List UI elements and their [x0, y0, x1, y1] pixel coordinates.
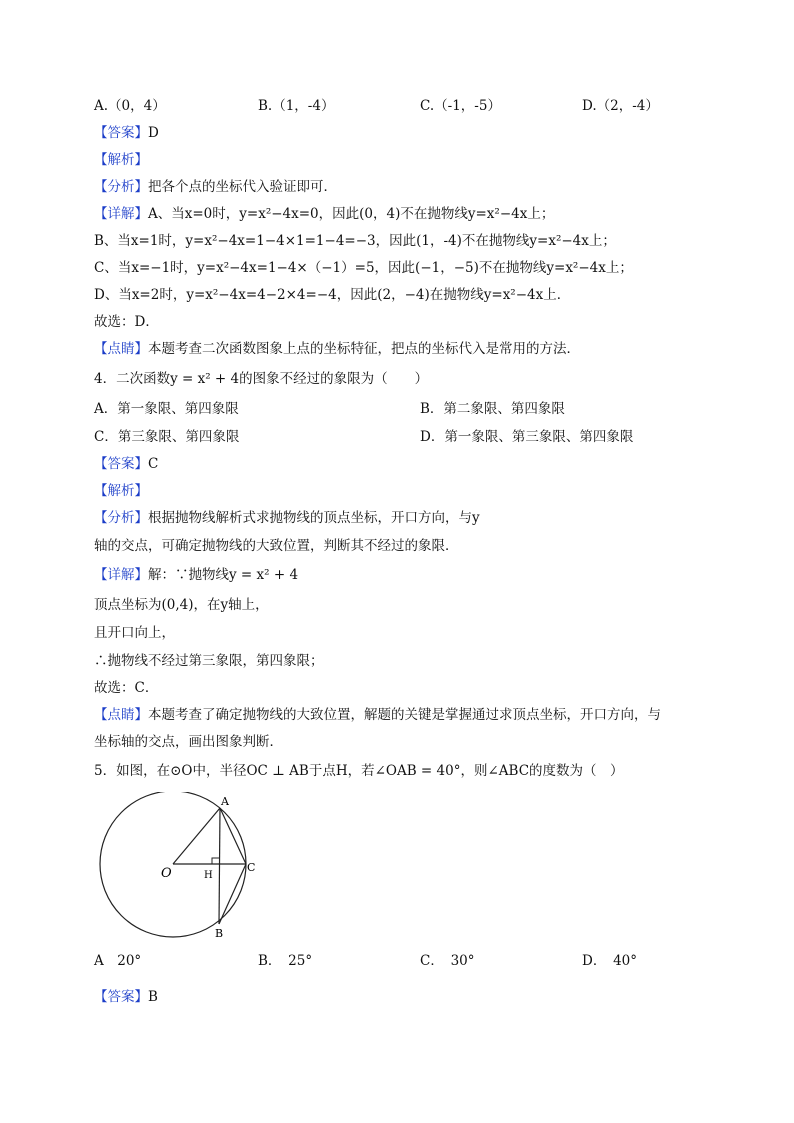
q4-dianjing-line-2: 坐标轴的交点，画出图象判断． [94, 734, 283, 750]
right-angle-mark [212, 858, 220, 864]
label-c: C [247, 861, 256, 874]
q3-option-b: B.（1，-4） [258, 98, 335, 114]
segment-bc [219, 864, 246, 924]
q4-answer-line: 【答案】C [94, 456, 159, 472]
q3-option-c: C.（-1，-5） [420, 98, 501, 114]
q4-fenxi-line-2: 轴的交点，可确定抛物线的大致位置，判断其不经过的象限． [94, 538, 459, 554]
q3-detail-c: C、当x=−1时，y=x²−4x=1−4×（−1）=5，因此(−1，−5)不在抛物线y=x²−4x上； [94, 260, 633, 276]
q3-fenxi-line: 【分析】把各个点的坐标代入验证即可． [94, 179, 337, 195]
q4-detail-4: ∴抛物线不经过第三象限，第四象限； [94, 653, 324, 669]
q3-analysis-heading: 【解析】 [94, 152, 148, 168]
q4-option-b: B．第二象限、第四象限 [420, 401, 565, 417]
segment-ac [220, 808, 246, 864]
q3-option-d: D.（2，-4） [582, 98, 659, 114]
q4-analysis-heading: 【解析】 [94, 483, 148, 499]
q5-stem: 5．如图，在⊙O中，半径OC ⊥ AB于点H，若∠OAB = 40°，则∠ABC的度数为（ ） [94, 763, 624, 779]
q3-choose: 故选：D． [94, 314, 159, 330]
q3-dianjing-line: 【点睛】本题考查二次函数图象上点的坐标特征，把点的坐标代入是常用的方法． [94, 341, 580, 357]
q4-choose: 故选：C． [94, 680, 159, 696]
q4-option-c: C．第三象限、第四象限 [94, 429, 240, 445]
circle-diagram [94, 792, 274, 942]
q4-answer: C [148, 456, 159, 472]
q3-detail-a: 【详解】A、当x=0时，y=x²−4x=0，因此(0，4)不在抛物线y=x²−4x上； [94, 206, 555, 222]
label-a: A [221, 795, 229, 808]
q4-fenxi-line-1: 【分析】根据抛物线解析式求抛物线的顶点坐标，开口方向，与y [94, 510, 480, 526]
segment-oa [173, 808, 220, 864]
q4-detail-3: 且开口向上， [94, 625, 175, 641]
q3-answer-line [94, 124, 159, 142]
q4-option-d: D．第一象限、第三象限、第四象限 [420, 429, 634, 445]
q5-option-d: D． 40° [582, 953, 638, 969]
q4-dianjing-line-1: 【点睛】本题考查了确定抛物线的大致位置，解题的关键是掌握通过求顶点坐标，开口方向，与 [94, 707, 661, 723]
label-o: O [161, 866, 172, 881]
q3-detail-b: B、当x=1时，y=x²−4x=1−4×1=1−4=−3，因此(1，-4)不在抛物线y=x²−4x上； [94, 233, 616, 249]
q3-option-a: A.（0，4） [94, 98, 166, 114]
answer-tag: 【答案】 [94, 125, 148, 141]
q3-answer: D [148, 125, 159, 141]
q5-option-c: C． 30° [420, 953, 475, 969]
q5-answer-line: 【答案】B [94, 989, 158, 1005]
q4-option-a: A．第一象限、第四象限 [94, 401, 239, 417]
label-b: B [215, 927, 224, 940]
label-h: H [204, 870, 213, 881]
segment-ab [219, 808, 220, 924]
q4-detail-2: 顶点坐标为(0,4)，在y轴上， [94, 597, 269, 613]
q3-detail-d: D、当x=2时，y=x²−4x=4−2×4=−4，因此(2，−4)在抛物线y=x²−4x上． [94, 287, 571, 303]
q4-stem: 4．二次函数y = x² + 4的图象不经过的象限为（ ） [94, 371, 429, 387]
q4-detail-1: 【详解】解：∵抛物线y = x² + 4 [94, 567, 299, 583]
q5-option-b: B． 25° [258, 953, 313, 969]
q5-option-a: A 20° [94, 953, 142, 969]
q5-answer: B [148, 989, 158, 1005]
